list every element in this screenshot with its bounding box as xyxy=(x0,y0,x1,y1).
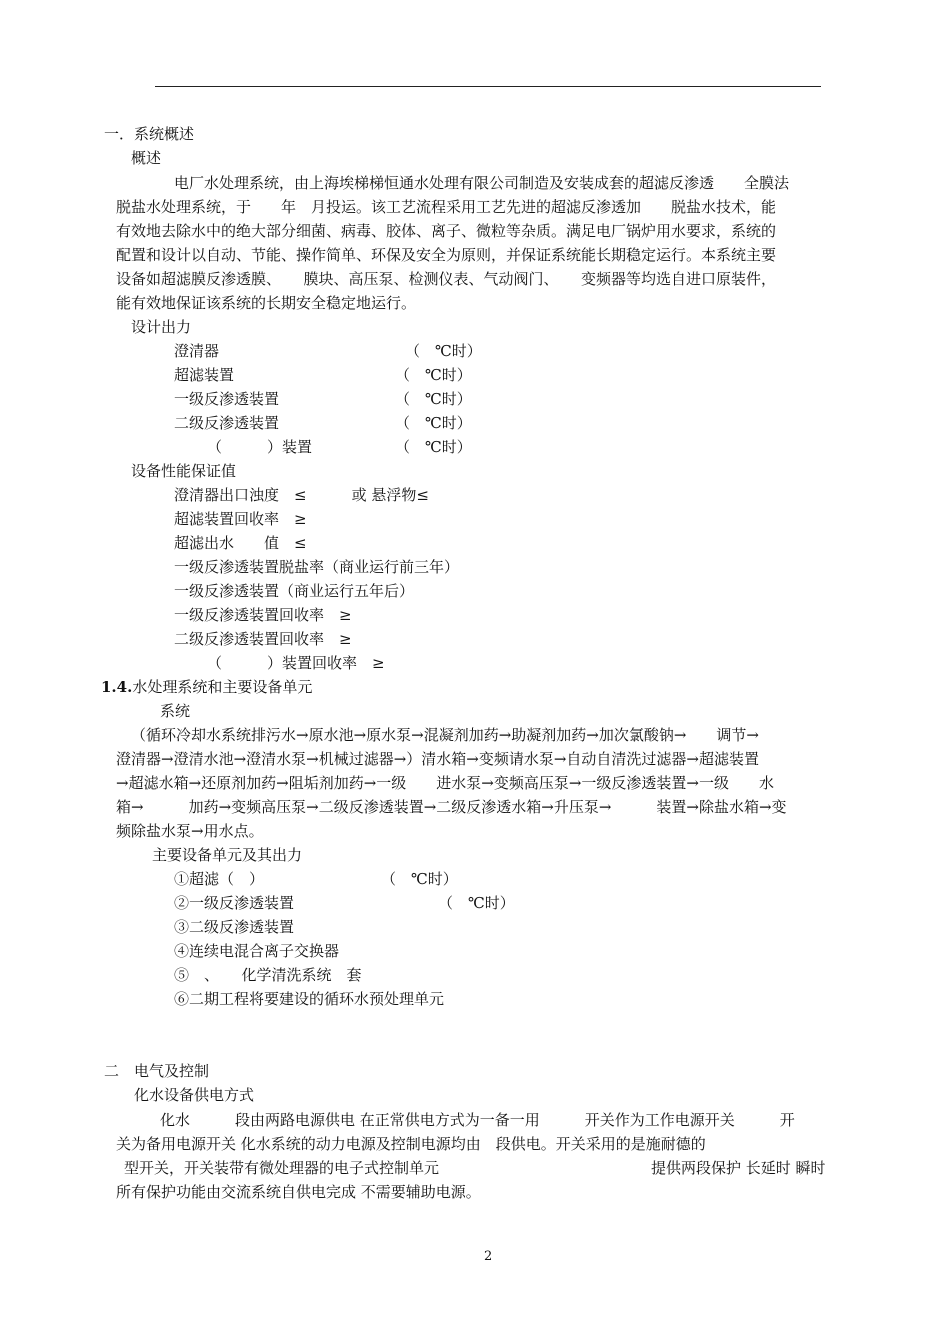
text-line: 一级反渗透装置 xyxy=(174,390,280,408)
text-line: 所有保护功能由交流系统自供电完成 不需要辅助电源。 xyxy=(116,1183,481,1201)
text-line: （ ℃时） xyxy=(438,894,515,912)
text-line: 化水 段由两路电源供电 在正常供电方式为一备一用 开关作为工作电源开关 开 xyxy=(160,1111,795,1129)
text-line: ⑤ 、 化学清洗系统 套 xyxy=(174,966,362,984)
text-line: （循环冷却水系统排污水→原水池→原水泵→混凝剂加药→助凝剂加药→加次氯酸钠→ 调节→ xyxy=(131,726,759,744)
text-line: （ ℃时） xyxy=(405,342,482,360)
text-line: ③二级反渗透装置 xyxy=(174,918,295,936)
text-line: 澄清器出口浊度 ≤ 或 悬浮物≤ xyxy=(174,486,429,504)
text-line: ②一级反渗透装置 xyxy=(174,894,295,912)
text-line: 二级反渗透装置 xyxy=(174,414,280,432)
text-line: 设备性能保证值 xyxy=(131,462,237,480)
text-line: （ ℃时） xyxy=(395,366,472,384)
text-line: 系统 xyxy=(160,702,191,720)
text-line: 澄清器→澄清水池→澄清水泵→机械过滤器→）清水箱→变频请水泵→自动自清洗过滤器→超滤装置 xyxy=(116,750,759,768)
text-line: 澄清器 xyxy=(174,342,220,360)
text-line: （ ℃时） xyxy=(395,414,472,432)
text-line: （ ℃时） xyxy=(395,438,472,456)
text-line: 二级反渗透装置回收率 ≥ xyxy=(174,630,352,648)
text-line: 箱→ 加药→变频高压泵→二级反渗透装置→二级反渗透水箱→升压泵→ 装置→除盐水箱→变 xyxy=(116,798,787,816)
text-line: 一．系统概述 xyxy=(104,125,195,143)
text-line: →超滤水箱→还原剂加药→阻垢剂加药→一级 进水泵→变频高压泵→一级反渗透装置→一级 水 xyxy=(116,774,774,792)
section-title: 水处理系统和主要设备单元 xyxy=(132,678,313,696)
text-line: 设计出力 xyxy=(131,318,192,336)
text-line: 电厂水处理系统，由上海埃梯梯恒通水处理有限公司制造及安装成套的超滤反渗透 全膜法 xyxy=(174,174,790,192)
text-line: 频除盐水泵→用水点。 xyxy=(116,822,264,840)
section-heading-1-4 xyxy=(101,675,312,699)
text-line: 超滤装置 xyxy=(174,366,235,384)
page-number: 2 xyxy=(484,1249,493,1264)
text-line: 概述 xyxy=(131,149,162,167)
text-line: 型开关，开关装带有微处理器的电子式控制单元 xyxy=(124,1159,440,1177)
text-line: 二 电气及控制 xyxy=(104,1062,210,1080)
text-line: 超滤出水 值 ≤ xyxy=(174,534,307,552)
header-rule xyxy=(155,86,821,87)
text-line: 一级反渗透装置（商业运行五年后） xyxy=(174,582,415,600)
section-number: 1.4. xyxy=(101,678,133,696)
text-line: （ ℃时） xyxy=(381,870,458,888)
text-line: 主要设备单元及其出力 xyxy=(152,846,303,864)
text-line: 提供两段保护 长延时 瞬时 xyxy=(651,1159,826,1177)
text-line: 一级反渗透装置脱盐率（商业运行前三年） xyxy=(174,558,460,576)
text-line: （ ）装置回收率 ≥ xyxy=(207,654,385,672)
text-line: 配置和设计以自动、节能、操作简单、环保及安全为原则，并保证系统能长期稳定运行。本系统主要 xyxy=(116,246,777,264)
text-line: 化水设备供电方式 xyxy=(134,1086,255,1104)
text-line: ④连续电混合离子交换器 xyxy=(174,942,340,960)
text-line: 设备如超滤膜反渗透膜、 膜块、高压泵、检测仪表、气动阀门、 变频器等均选自进口原装件， xyxy=(116,270,777,288)
text-line: ①超滤（ ） xyxy=(174,870,265,888)
text-line: （ ℃时） xyxy=(395,390,472,408)
text-line: 关为备用电源开关 化水系统的动力电源及控制电源均由 段供电。开关采用的是施耐德的 xyxy=(116,1135,706,1153)
text-line: 超滤装置回收率 ≥ xyxy=(174,510,307,528)
text-line: 一级反渗透装置回收率 ≥ xyxy=(174,606,352,624)
text-line: 脱盐水处理系统，于 年 月投运。该工艺流程采用工艺先进的超滤反渗透加 脱盐水技术，能 xyxy=(116,198,777,216)
text-line: 能有效地保证该系统的长期安全稳定地运行。 xyxy=(116,294,417,312)
text-line: ⑥二期工程将要建设的循环水预处理单元 xyxy=(174,990,445,1008)
text-line: （ ）装置 xyxy=(207,438,313,456)
text-line: 有效地去除水中的绝大部分细菌、病毒、胶体、离子、微粒等杂质。满足电厂锅炉用水要求，系统的 xyxy=(116,222,777,240)
